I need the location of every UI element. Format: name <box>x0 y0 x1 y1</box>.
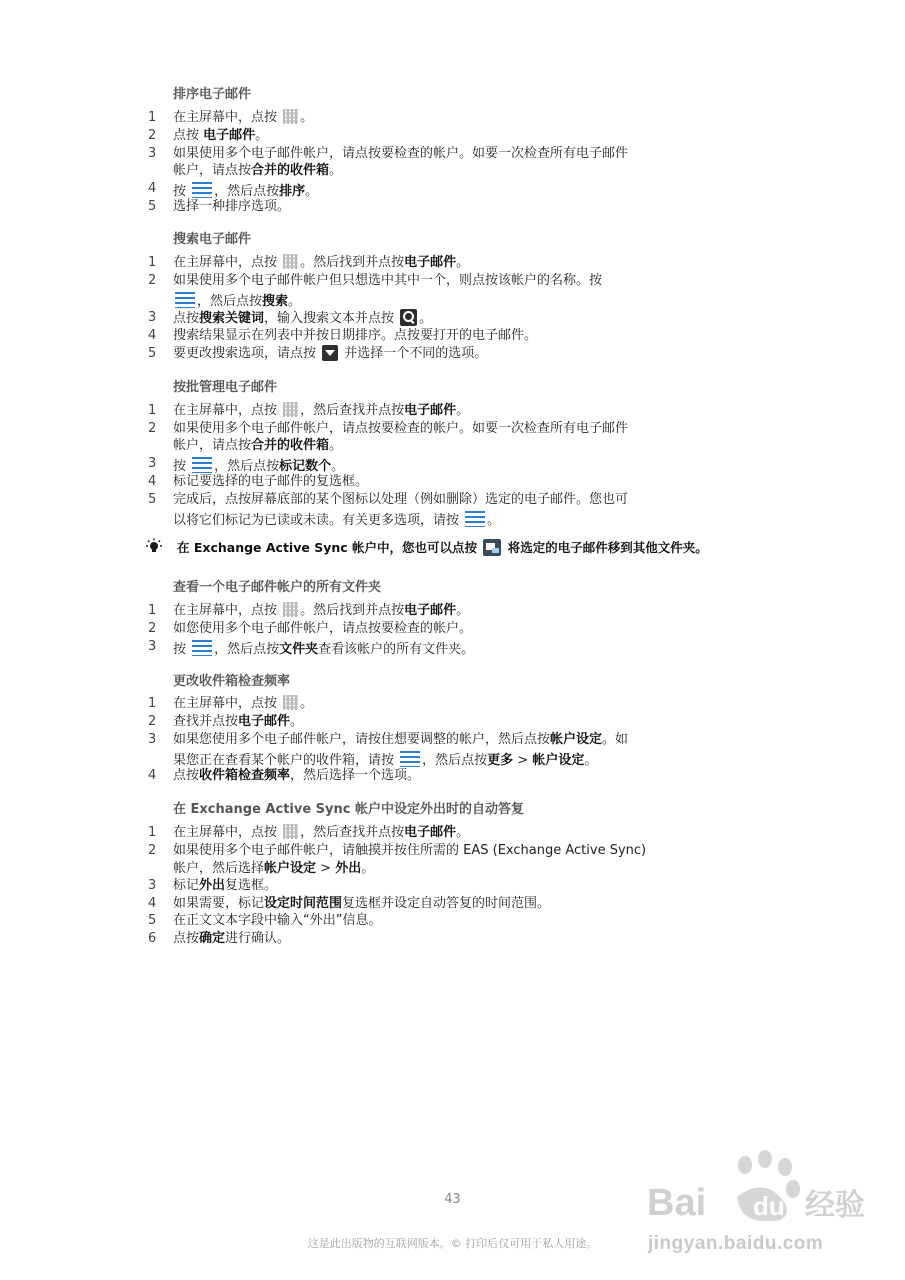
search-icon <box>400 309 417 326</box>
text-segment: 点按 <box>173 311 200 326</box>
text-segment: 。 <box>584 753 598 768</box>
text-segment: 在主屏幕中，点按 <box>173 255 282 270</box>
apps-grid-icon <box>283 402 298 417</box>
step-number: 1 <box>148 825 157 840</box>
section-heading-autoreply: 在 Exchange Active Sync 帐户中设定外出时的自动答复 <box>173 802 525 817</box>
bold-term: 帐户设定 <box>264 861 317 876</box>
bold-term: 合并的收件箱 <box>251 438 330 453</box>
text-segment: 。 <box>456 403 470 418</box>
text-segment: ，输入搜索文本并点按 <box>264 311 399 326</box>
step-number: 3 <box>148 639 157 654</box>
step-number: 2 <box>148 621 157 636</box>
text-segment: 标记 <box>173 878 200 893</box>
text-segment: 。 <box>487 513 501 528</box>
text-segment: 。 <box>255 128 269 143</box>
text-segment: 复选框并设定自动答复的时间范围。 <box>342 896 551 911</box>
bold-term: 文件夹 <box>279 642 319 657</box>
step-number: 3 <box>148 456 157 471</box>
text-segment: 帐户，然后选择 <box>173 861 265 876</box>
bold-term: 电子邮件 <box>404 603 457 618</box>
step-text: 如您使用多个电子邮件帐户，请点按要检查的帐户。 <box>173 621 473 636</box>
step-number: 1 <box>148 110 157 125</box>
step-number: 4 <box>148 181 157 196</box>
step-text-continued <box>173 860 374 878</box>
step-text <box>173 638 474 659</box>
bold-term: 排序 <box>279 184 306 199</box>
text-segment: ，然后点按 <box>197 294 263 309</box>
text-segment: 进行确认。 <box>225 931 291 946</box>
text-segment: > <box>316 861 336 876</box>
section-heading-search: 搜索电子邮件 <box>173 232 252 247</box>
text-segment: 复选框。 <box>225 878 278 893</box>
step-text: 标记要选择的电子邮件的复选框。 <box>173 474 369 489</box>
text-segment: 按 <box>173 184 191 199</box>
text-segment: 帐户，请点按 <box>173 163 252 178</box>
text-segment: 将选定的电子邮件移到其他文件夹。 <box>503 540 708 555</box>
step-text: 在正文文本字段中输入“外出”信息。 <box>173 913 382 928</box>
text-segment: 在主屏幕中，点按 <box>173 110 282 125</box>
text-segment: > <box>513 753 533 768</box>
text-segment: 以将它们标记为已读或未读。有关更多选项，请按 <box>173 513 464 528</box>
text-segment: 如果需要，标记 <box>173 896 265 911</box>
step-number: 1 <box>148 403 157 418</box>
bold-term: 标记数个 <box>279 459 332 474</box>
apps-grid-icon <box>283 824 298 839</box>
text-segment: 在主屏幕中，点按 <box>173 403 282 418</box>
text-segment: 。 <box>300 696 314 711</box>
bold-term: 确定 <box>199 931 226 946</box>
text-segment: 果您正在查看某个帐户的收件箱，请按 <box>173 753 399 768</box>
step-number: 1 <box>148 255 157 270</box>
svg-text:Bai: Bai <box>647 1182 707 1224</box>
step-text <box>173 309 432 328</box>
menu-icon <box>192 182 212 198</box>
step-text: 搜索结果显示在列表中并按日期排序。点按要打开的电子邮件。 <box>173 328 538 343</box>
step-text <box>173 895 550 913</box>
bold-term: 帐户设定 <box>532 753 585 768</box>
step-number: 4 <box>148 474 157 489</box>
step-text: 完成后，点按屏幕底部的某个图标以处理（例如删除）选定的电子邮件。您也可 <box>173 492 629 507</box>
text-segment: 在主屏幕中，点按 <box>173 696 282 711</box>
section-heading-sort: 排序电子邮件 <box>173 87 252 102</box>
text-segment: 。 <box>361 861 375 876</box>
watermark-url: jingyan.baidu.com <box>648 1233 824 1254</box>
bold-term: 外出 <box>199 878 226 893</box>
text-segment: 并选择一个不同的选项。 <box>340 346 488 361</box>
svg-text:du: du <box>753 1191 785 1221</box>
menu-icon <box>192 457 212 473</box>
section-heading-batch: 按批管理电子邮件 <box>173 380 278 395</box>
bold-term: 帐户设定 <box>550 732 603 747</box>
step-number: 3 <box>148 732 157 747</box>
apps-grid-icon <box>283 109 298 124</box>
text-segment: 点按 <box>173 931 200 946</box>
tip-text <box>177 539 708 557</box>
bold-term: 电子邮件 <box>404 825 457 840</box>
step-number: 3 <box>148 310 157 325</box>
section-heading-folders: 查看一个电子邮件帐户的所有文件夹 <box>173 580 382 595</box>
text-segment: ，然后点按 <box>214 459 280 474</box>
step-number: 4 <box>148 328 157 343</box>
text-segment: ，然后查找并点按 <box>300 403 405 418</box>
step-number: 5 <box>148 913 157 928</box>
step-number: 4 <box>148 768 157 783</box>
menu-icon <box>465 511 485 527</box>
text-segment: 。 <box>419 311 433 326</box>
menu-icon <box>175 292 195 308</box>
step-text <box>173 767 420 785</box>
text-segment: 按 <box>173 459 191 474</box>
step-number: 1 <box>148 696 157 711</box>
step-number: 4 <box>148 896 157 911</box>
text-segment: 。如 <box>602 732 629 747</box>
step-text: 如果使用多个电子邮件帐户，请点按要检查的帐户。如要一次检查所有电子邮件 <box>173 146 629 161</box>
page-number: 43 <box>444 1192 461 1207</box>
bold-term: 电子邮件 <box>238 714 291 729</box>
text-segment: 。 <box>329 438 343 453</box>
text-segment: 。 <box>456 825 470 840</box>
step-text <box>173 345 487 363</box>
step-text <box>173 695 313 713</box>
text-segment: 。 <box>456 255 470 270</box>
step-text-continued <box>173 290 301 311</box>
text-segment: ，然后选择一个选项。 <box>290 768 421 783</box>
text-segment: 如果您使用多个电子邮件帐户，请按住想要调整的帐户，然后点按 <box>173 732 551 747</box>
text-segment: 。然后找到并点按 <box>300 603 405 618</box>
apps-grid-icon <box>283 602 298 617</box>
step-number: 5 <box>148 199 157 214</box>
step-text: 如果使用多个电子邮件帐户但只想选中其中一个，则点按该帐户的名称。按 <box>173 273 603 288</box>
bold-term: 搜索关键词 <box>199 311 265 326</box>
bold-term: 搜索 <box>262 294 289 309</box>
bold-term: 更多 <box>487 753 514 768</box>
bold-term: 外出 <box>335 861 362 876</box>
bold-term: 合并的收件箱 <box>251 163 330 178</box>
text-segment: 。 <box>456 603 470 618</box>
step-number: 1 <box>148 603 157 618</box>
svg-text:经验: 经验 <box>805 1188 865 1223</box>
step-text <box>173 824 469 842</box>
bold-term: 电子邮件 <box>404 403 457 418</box>
move-folder-icon <box>483 539 501 556</box>
step-text <box>173 127 268 145</box>
text-segment: 。然后找到并点按 <box>300 255 405 270</box>
step-text <box>173 402 469 420</box>
text-segment: 。 <box>305 184 319 199</box>
step-number: 5 <box>148 492 157 507</box>
bold-term: 设定时间范围 <box>264 896 343 911</box>
step-text-continued <box>173 509 500 530</box>
bold-term: 电子邮件 <box>404 255 457 270</box>
bold-term: 收件箱检查频率 <box>199 768 291 783</box>
text-segment: 查找并点按 <box>173 714 239 729</box>
step-number: 2 <box>148 273 157 288</box>
text-segment: 要更改搜索选项，请点按 <box>173 346 321 361</box>
text-segment: 。 <box>288 294 302 309</box>
step-text: 如果使用多个电子邮件帐户，请点按要检查的帐户。如要一次检查所有电子邮件 <box>173 421 629 436</box>
text-segment: 按 <box>173 642 191 657</box>
step-number: 2 <box>148 714 157 729</box>
dropdown-icon <box>322 345 338 361</box>
step-text <box>173 254 469 272</box>
step-number: 6 <box>148 931 157 946</box>
step-number: 3 <box>148 878 157 893</box>
text-segment: 。 <box>329 163 343 178</box>
text-segment: 。 <box>290 714 304 729</box>
step-text: 如果使用多个电子邮件帐户，请触摸并按住所需的 EAS (Exchange Active Sync) <box>173 843 647 858</box>
text-segment: 。 <box>300 110 314 125</box>
step-number: 2 <box>148 128 157 143</box>
step-text <box>173 713 303 731</box>
apps-grid-icon <box>283 695 298 710</box>
step-text <box>173 930 290 948</box>
text-segment: ，然后点按 <box>422 753 488 768</box>
text-segment: 在 Exchange Active Sync 帐户中，您也可以点按 <box>177 540 482 555</box>
apps-grid-icon <box>283 254 298 269</box>
text-segment: 点按 <box>173 128 204 143</box>
text-segment: ，然后点按 <box>214 642 280 657</box>
text-segment: ，然后查找并点按 <box>300 825 405 840</box>
step-text <box>173 731 628 749</box>
copyright-footer: 这是此出版物的互联网版本。© 打印后仅可用于私人用途。 <box>307 1237 598 1250</box>
section-heading-frequency: 更改收件箱检查频率 <box>173 674 291 689</box>
text-segment: 在主屏幕中，点按 <box>173 825 282 840</box>
text-segment: 。 <box>331 459 345 474</box>
step-text <box>173 602 469 620</box>
step-text <box>173 877 277 895</box>
text-segment: 查看该帐户的所有文件夹。 <box>318 642 475 657</box>
step-text-continued <box>173 437 342 455</box>
text-segment: 在主屏幕中，点按 <box>173 603 282 618</box>
step-number: 2 <box>148 421 157 436</box>
menu-icon <box>192 640 212 656</box>
step-number: 3 <box>148 146 157 161</box>
lightbulb-tip-icon <box>145 538 163 556</box>
menu-icon <box>400 751 420 767</box>
text-segment: 点按 <box>173 768 200 783</box>
text-segment: ，然后点按 <box>214 184 280 199</box>
bold-term: 电子邮件 <box>203 128 256 143</box>
step-text <box>173 109 313 127</box>
step-text-continued <box>173 162 342 180</box>
step-number: 2 <box>148 843 157 858</box>
step-text: 选择一种排序选项。 <box>173 199 291 214</box>
step-number: 5 <box>148 346 157 361</box>
text-segment: 帐户，请点按 <box>173 438 252 453</box>
